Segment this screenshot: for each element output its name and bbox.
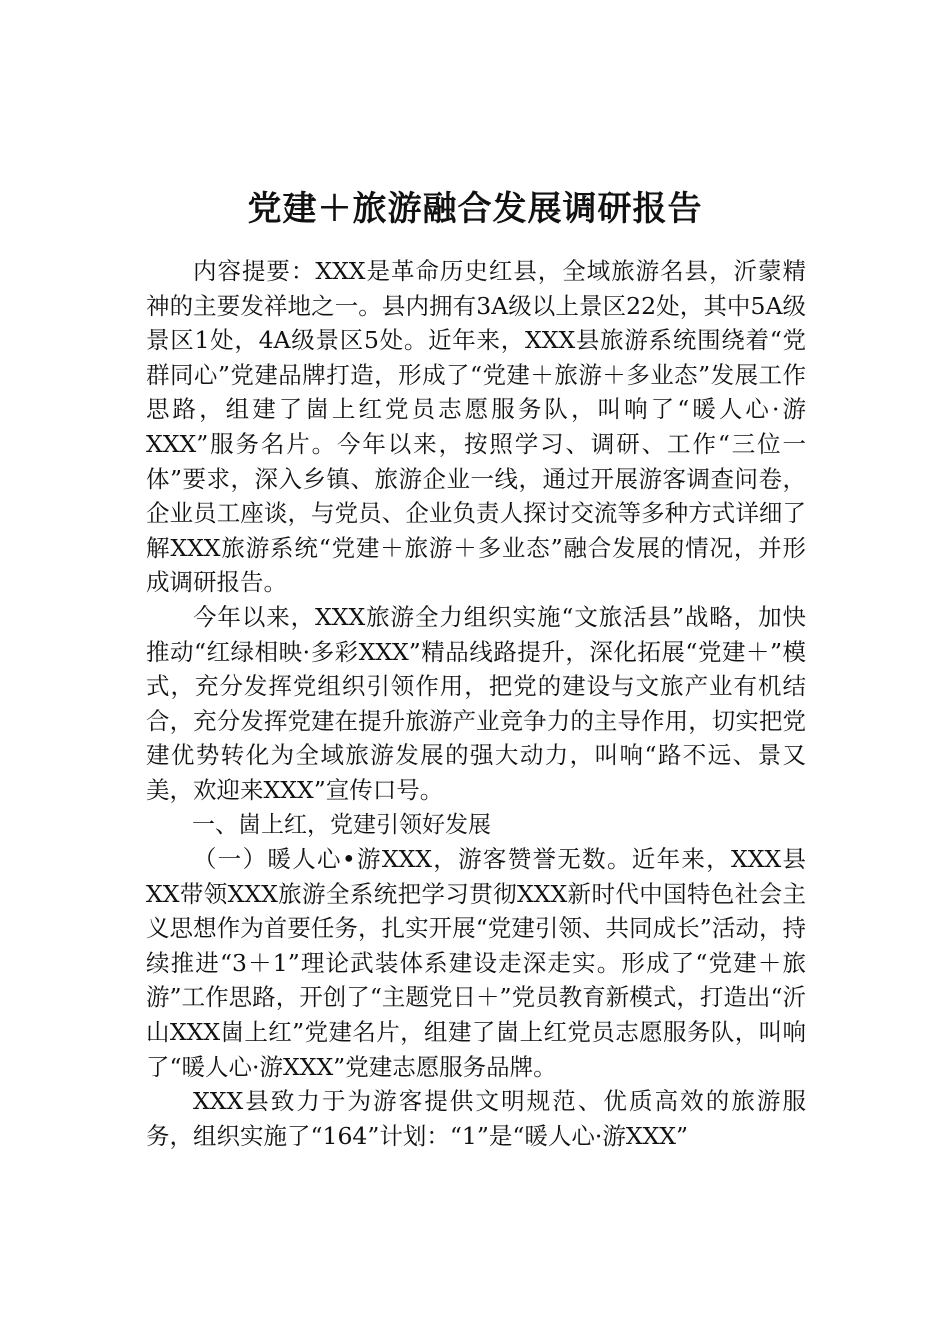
document-body (146, 254, 806, 1153)
subsection-paragraph-1: （一）暖人心•游XXX，游客赞誉无数。近年来，XXX县XX带领XXX旅游全系统把学习贯彻XXX新时代中国特色社会主义思想作为首要任务，扎实开展“党建引领、共同成长”活动，持续推进“3＋1”理论武装体系建设走深走实。形成了“党建＋旅游”工作思路，开创了“主题党日＋”党员教育新模式，打造出“沂山XXX崮上红”党建名片，组建了崮上红党员志愿服务队，叫响了“暖人心·游XXX”党建志愿服务品牌。 (146, 845, 806, 1081)
section-heading-1: 一、崮上红，党建引领好发展 (192, 811, 491, 838)
body-paragraph: XXX县致力于为游客提供文明规范、优质高效的旅游服务，组织实施了“164”计划：“1”是“暖人心·游XXX” (146, 1087, 806, 1150)
intro-paragraph: 今年以来，XXX旅游全力组织实施“文旅活县”战略，加快推动“红绿相映·多彩XXX”精品线路提升，深化拓展“党建＋”模式，充分发挥党组织引领作用，把党的建设与文旅产业有机结合，充分发挥党建在提升旅游产业竞争力的主导作用，切实把党建优势转化为全域旅游发展的强大动力，叫响“路不远、景又美，欢迎来XXX”宣传口号。 (146, 602, 806, 804)
abstract-paragraph: 内容提要：XXX是革命历史红县，全域旅游名县，沂蒙精神的主要发祥地之一。县内拥有3A级以上景区22处，其中5A级景区1处，4A级景区5处。近年来，XXX县旅游系统围绕着“党群同心”党建品牌打造，形成了“党建＋旅游＋多业态”发展工作思路，组建了崮上红党员志愿服务队，叫响了“暖人心·游XXX”服务名片。今年以来，按照学习、调研、工作“三位一体”要求，深入乡镇、旅游企业一线，通过开展游客调查问卷，企业员工座谈，与党员、企业负责人探讨交流等多种方式详细了解XXX旅游系统“党建＋旅游＋多业态”融合发展的情况，并形成调研报告。 (146, 257, 806, 597)
document-title: 党建＋旅游融合发展调研报告 (247, 188, 703, 229)
